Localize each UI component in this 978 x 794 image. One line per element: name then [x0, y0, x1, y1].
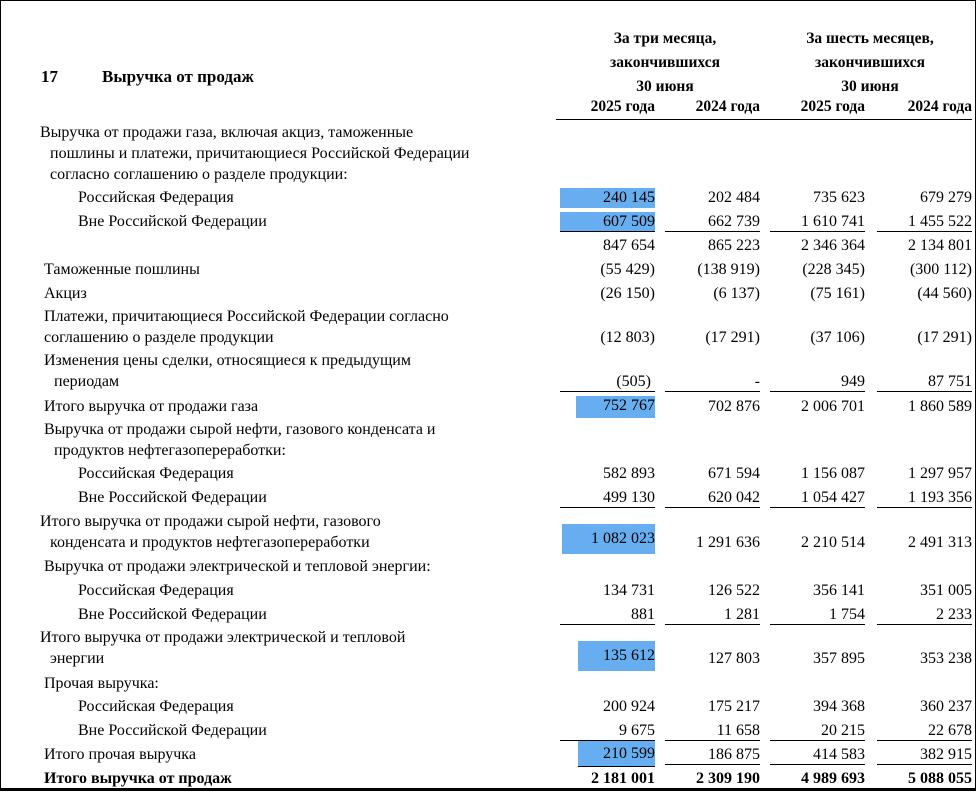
value-cell: 1 291 636 — [696, 534, 760, 551]
value-cell: (26 150) — [600, 285, 655, 302]
value-cell: 2 181 001 — [591, 770, 655, 787]
value-cell: 20 215 — [770, 721, 865, 741]
value-cell: (300 112) — [909, 261, 972, 278]
row-label: Итого выручка от продажи электрической и тепловой энергии — [40, 629, 406, 667]
gas-section-title: Выручка от продажи газа, включая акциз, таможенные пошлины и платежи, причитающиеся Российской Федерации согласно соглашению о разделе продукции: — [40, 124, 470, 183]
value-cell: 356 141 — [813, 582, 865, 599]
value-cell: 1 610 741 — [770, 212, 865, 232]
row-label: Акциз — [44, 285, 87, 302]
value-cell: (138 919) — [697, 261, 760, 278]
value-cell: 202 484 — [708, 189, 760, 206]
value-cell: 2 006 701 — [801, 398, 865, 415]
grand-total-label: Итого выручка от продаж — [44, 770, 232, 787]
row-label: Вне Российской Федерации — [78, 606, 267, 623]
value-cell: 735 623 — [813, 189, 865, 206]
value-cell: 679 279 — [920, 189, 972, 206]
value-cell: (37 106) — [810, 329, 865, 346]
value-cell: 582 893 — [603, 465, 655, 482]
value-cell: 186 875 — [665, 745, 760, 765]
value-cell: (75 161) — [810, 285, 865, 302]
value-cell: 394 368 — [813, 698, 865, 715]
value-cell: 240 145 — [560, 188, 655, 208]
value-cell: 414 583 — [770, 745, 865, 765]
value-cell: 2 491 313 — [908, 534, 972, 551]
value-cell: 9 675 — [560, 721, 655, 741]
value-cell: 135 612 — [578, 641, 655, 671]
oil-section-title: Выручка от продажи сырой нефти, газового конденсата и продуктов нефтегазопереработки: — [44, 421, 436, 459]
row-label: Российская Федерация — [78, 189, 234, 206]
value-cell: 200 924 — [603, 698, 655, 715]
year-header: 2025 года — [800, 98, 865, 115]
value-cell: (505) — [560, 372, 655, 392]
value-cell: 1 082 023 — [562, 524, 655, 554]
value-cell: 11 658 — [665, 721, 760, 741]
year-header: 2024 года — [907, 98, 972, 115]
value-cell: 847 654 — [603, 237, 655, 254]
header-three-months: За три месяца, закончившихся 30 июня — [609, 30, 720, 95]
row-label: Итого выручка от продажи газа — [44, 398, 259, 415]
row-label: Итого прочая выручка — [44, 746, 196, 763]
value-cell: 357 895 — [813, 650, 865, 667]
value-cell: 1 754 — [770, 605, 865, 625]
row-label: Вне Российской Федерации — [78, 722, 267, 739]
value-cell: 1 860 589 — [908, 398, 972, 415]
value-cell: 127 803 — [708, 650, 760, 667]
value-cell: 2 309 190 — [696, 770, 760, 787]
row-label: Российская Федерация — [78, 582, 234, 599]
row-label: Вне Российской Федерации — [78, 213, 267, 230]
section-number: 17 — [41, 67, 58, 86]
value-cell: 22 678 — [877, 721, 972, 741]
year-header: 2024 года — [695, 98, 760, 115]
header-six-months: За шесть месяцев, закончившихся 30 июня — [806, 30, 934, 95]
value-cell: 210 599 — [578, 741, 655, 767]
row-label: Вне Российской Федерации — [78, 489, 267, 506]
value-cell: (12 803) — [600, 329, 655, 346]
value-cell: 702 876 — [708, 398, 760, 415]
value-cell: 2 134 801 — [908, 237, 972, 254]
value-cell: 1 297 957 — [908, 465, 972, 482]
value-cell: 671 594 — [708, 465, 760, 482]
value-cell: 620 042 — [665, 488, 760, 508]
value-cell: (6 137) — [713, 285, 760, 302]
value-cell: 1 281 — [665, 605, 760, 625]
value-cell: 2 346 364 — [801, 237, 865, 254]
power-section-title: Выручка от продажи электрической и тепловой энергии: — [44, 558, 431, 575]
value-cell: 499 130 — [560, 488, 655, 508]
value-cell: 1 054 427 — [770, 488, 865, 508]
value-cell: - — [665, 372, 760, 392]
value-cell: 2 233 — [877, 605, 972, 625]
value-cell: 126 522 — [708, 582, 760, 599]
value-cell: (55 429) — [600, 261, 655, 278]
value-cell: 87 751 — [877, 372, 972, 392]
row-label: Итого выручка от продажи сырой нефти, газового конденсата и продуктов нефтегазопереработки — [40, 513, 381, 551]
value-cell: 865 223 — [708, 237, 760, 254]
header-rule — [556, 119, 972, 120]
value-cell: 351 005 — [920, 582, 972, 599]
row-label: Платежи, причитающиеся Российской Федерации согласно соглашению о разделе продукции — [44, 308, 449, 346]
value-cell: 1 156 087 — [801, 465, 865, 482]
other-section-title: Прочая выручка: — [44, 675, 159, 692]
row-label: Российская Федерация — [78, 698, 234, 715]
value-cell: 4 989 693 — [801, 770, 865, 787]
value-cell: (17 291) — [705, 329, 760, 346]
value-cell: 5 088 055 — [908, 770, 972, 787]
value-cell: 752 767 — [576, 396, 655, 418]
value-cell: (44 560) — [917, 285, 972, 302]
value-cell: 134 731 — [603, 582, 655, 599]
value-cell: 607 509 — [560, 212, 655, 232]
row-label: Таможенные пошлины — [44, 261, 200, 278]
section-title: Выручка от продаж — [102, 67, 254, 86]
year-header: 2025 года — [590, 98, 655, 115]
value-cell: (228 345) — [802, 261, 865, 278]
value-cell: (17 291) — [917, 329, 972, 346]
value-cell: 1 193 356 — [877, 488, 972, 508]
row-label: Изменения цены сделки, относящиеся к предыдущим периодам — [44, 352, 411, 390]
row-label: Российская Федерация — [78, 465, 234, 482]
value-cell: 175 217 — [708, 698, 760, 715]
value-cell: 360 237 — [920, 698, 972, 715]
value-cell: 1 455 522 — [877, 212, 972, 232]
value-cell: 949 — [770, 372, 865, 392]
value-cell: 662 739 — [665, 212, 760, 232]
value-cell: 2 210 514 — [801, 534, 865, 551]
value-cell: 382 915 — [877, 745, 972, 765]
value-cell: 353 238 — [920, 650, 972, 667]
value-cell: 881 — [560, 605, 655, 625]
